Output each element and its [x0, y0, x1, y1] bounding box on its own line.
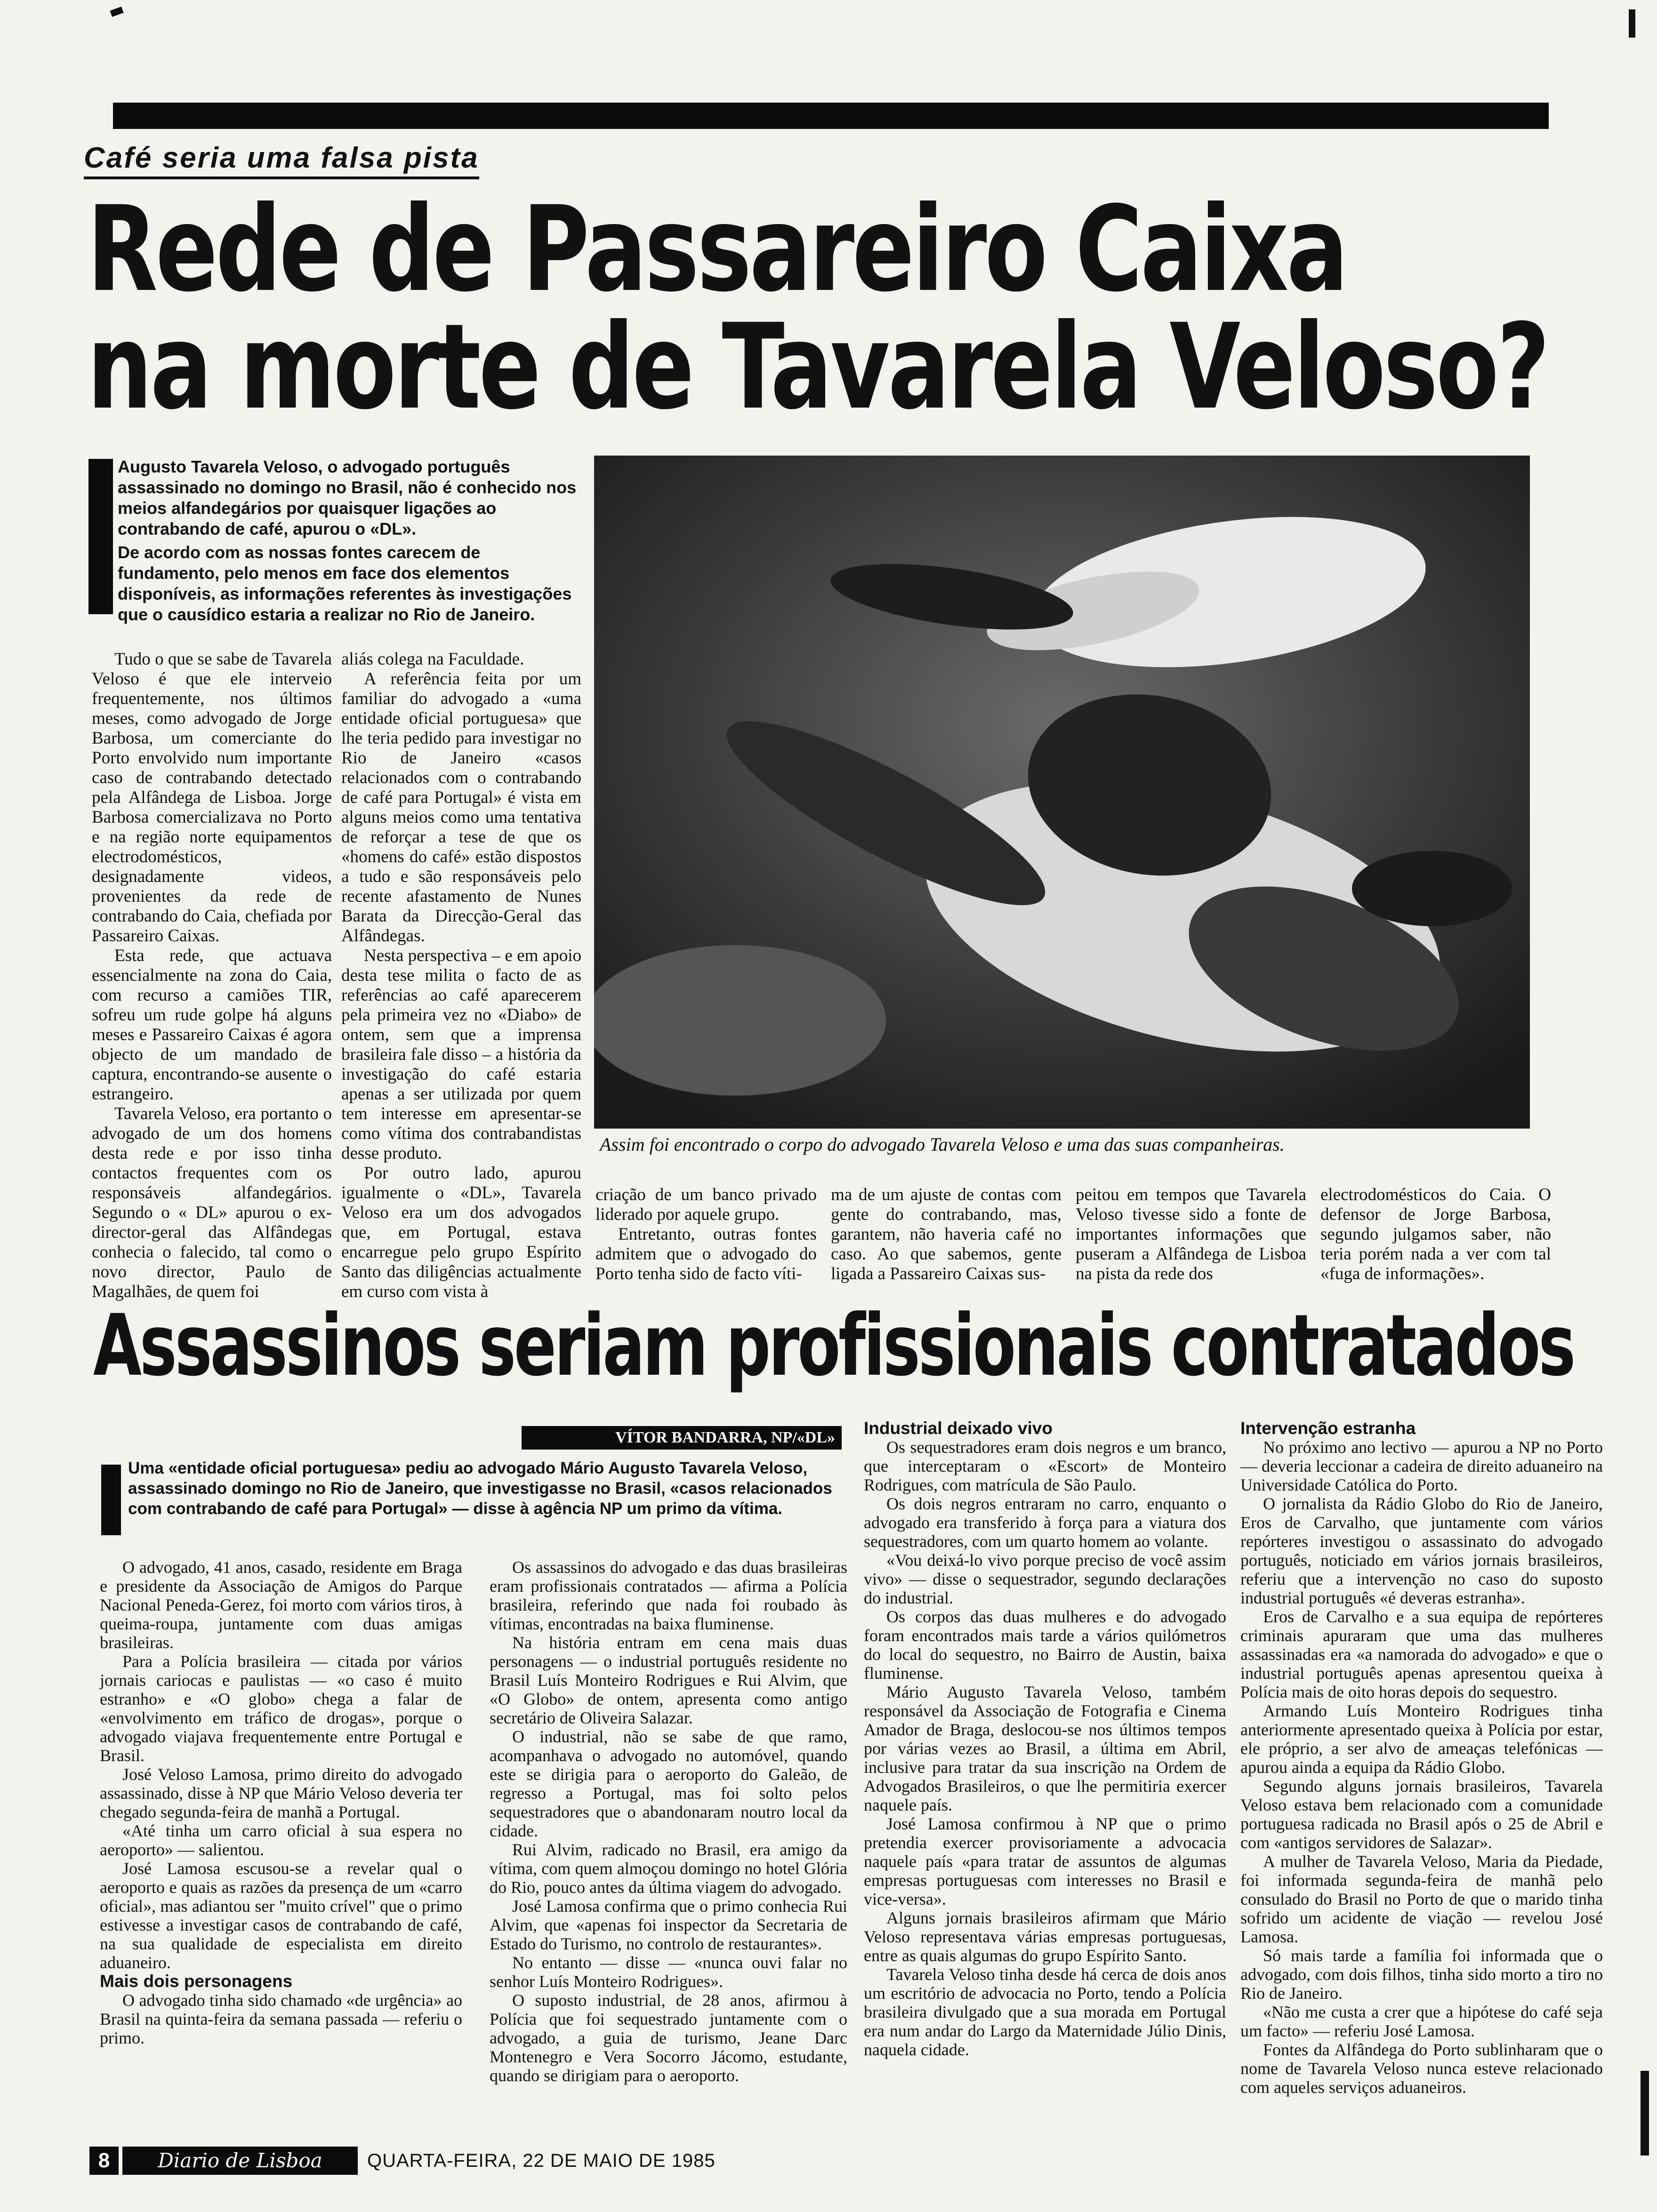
paragraph: Nesta perspectiva – e em apoio desta tese milita o facto de as referências ao café aparecerem pela primeira vez no «Diabo» de ontem, sem que a imprensa brasileira fale disso – a história da investigação do café estaria apenas a ser utilizada por quem tem interesse em apresentar-se como vítima dos contrabandistas desse produto. — [341, 946, 581, 1163]
paragraph: Segundo alguns jornais brasileiros, Tavarela Veloso estava bem relacionado com a comunidade portuguesa radicada no Brasil após o 25 de Abril e com «antigos servidores de Salazar». — [1240, 1777, 1603, 1852]
paragraph: José Lamosa confirmou à NP que o primo pretendia exercer provisoriamente a advocacia naquele país «para tratar de assuntos de algumas empresas portuguesas com interesses no Brasil e vice-versa». — [864, 1814, 1226, 1908]
paragraph: O advogado, 41 anos, casado, residente em Braga e presidente da Associação de Amigos do Parque Nacional Peneda-Gerez, foi morto com vários tiros, à queima-roupa, juntamente com duas amigas brasileiras. — [100, 1558, 462, 1652]
crime-scene-photo — [594, 456, 1530, 1129]
article1-lead — [118, 457, 584, 628]
paragraph: aliás colega na Faculdade. — [341, 649, 524, 669]
paragraph: Os sequestradores eram dois negros e um branco, que interceptaram o «Escort» de Monteiro Rodrigues, com matrícula de São Paulo. — [864, 1438, 1226, 1494]
paragraph: Eros de Carvalho e a sua equipa de repórteres criminais apuraram que uma das mulheres assassinadas era «a namorada do advogado» e que o industrial português apenas apresentou queixa à Polícia mais de oito horas depois do sequestro. — [1240, 1607, 1603, 1701]
page-number: 8 — [89, 2147, 119, 2175]
lead-bar — [88, 459, 113, 614]
paragraph: Para a Polícia brasileira — citada por vários jornais cariocas e paulistas — «o caso é muito estranho» e «O globo» chega a falar de «envolvimento em tráfico de drogas», porque o advogado viajava frequentemente entre Portugal e Brasil. — [100, 1652, 462, 1765]
lead-paragraph: Augusto Tavarela Veloso, o advogado português assassinado no domingo no Brasil, não é conhecido nos meios alfandegários por quaisquer ligações ao contrabando de café, apurou o «DL». — [118, 457, 577, 538]
article1-col2 — [341, 649, 581, 1302]
lead-paragraph: De acordo com as nossas fontes carecem de fundamento, pelo menos em face dos elementos disponíveis, as informações referentes às investigações que o causídico estaria a realizar no Rio de Janeiro. — [118, 543, 572, 624]
paragraph: Os assassinos do advogado e das duas brasileiras eram profissionais contratados — afirma a Polícia brasileira, referindo que nada foi roubado às vítimas, encontradas na baixa fluminense. — [490, 1558, 847, 1633]
article1-col4 — [831, 1185, 1062, 1284]
corner-mark — [1641, 2071, 1649, 2156]
paragraph: Tavarela Veloso tinha desde há cerca de dois anos um escritório de advocacia no Porto, tendo a Polícia brasileira divulgado que a sua morada em Portugal era num andar do Largo da Maternidade Júlio Dinis, naquela cidade. — [864, 1965, 1226, 2059]
subhead: Mais dois personagens — [100, 1972, 293, 1991]
article2-col4 — [1240, 1419, 1603, 2097]
paragraph: A referência feita por um familiar do advogado a «uma entidade oficial portuguesa» que lhe teria pedido para investigar no Rio de Janeiro «casos relacionados com o contrabando de café para Portugal» é vista em alguns meios como uma tentativa de reforçar a tese de que os «homens do café» estão dispostos a tudo e são responsáveis pelo recente afastamento de Nunes Barata da Direcção-Geral das Alfândegas. — [341, 669, 581, 946]
paragraph: Tudo o que se sabe de Tavarela Veloso é que ele interveio frequentemente, nos últimos meses, como advogado de Jorge Barbosa, um comerciante do Porto envolvido num importante caso de contrabando detectado pela Alfândega de Lisboa. Jorge Barbosa comercializava no Porto e na região norte equipamentos electrodomésticos, designadamente videos, provenientes da rede de contrabando do Caia, chefiada por Passareiro Caixas. — [92, 649, 332, 946]
paragraph: «Vou deixá-lo vivo porque preciso de você assim vivo» — disse o sequestrador, segundo declarações do industrial. — [864, 1551, 1226, 1607]
page-footer — [89, 2144, 1643, 2177]
paragraph: Esta rede, que actuava essencialmente na zona do Caia, com recurso a camiões TIR, sofreu um rude golpe há alguns meses e Passareiro Caixas é agora objecto de um mandado de captura, encontrando-se ausente o estrangeiro. — [92, 946, 332, 1104]
paragraph: Fontes da Alfândega do Porto sublinharam que o nome de Tavarela Veloso nunca esteve relacionado com aqueles serviços aduaneiros. — [1240, 2040, 1603, 2097]
article1-col6 — [1320, 1185, 1551, 1284]
article1-col3 — [595, 1185, 817, 1284]
paragraph: O jornalista da Rádio Globo do Rio de Janeiro, Eros de Carvalho, que juntamente com vários repórteres investigou o assassinato do advogado português, noticiado em vários jornais brasileiros, referiu que a intervenção no caso do suposto industrial português «é deveras estranha». — [1240, 1494, 1603, 1607]
paragraph: No entanto — disse — «nunca ouvi falar no senhor Luís Monteiro Rodrigues». — [490, 1953, 847, 1991]
photo-caption: Assim foi encontrado o corpo do advogado Tavarela Veloso e uma das suas companheiras. — [600, 1134, 1285, 1155]
paragraph: Entretanto, outras fontes admitem que o advogado do Porto tenha sido de facto víti- — [595, 1225, 817, 1283]
lead-bar — [101, 1465, 121, 1535]
subhead: Industrial deixado vivo — [864, 1419, 1053, 1438]
paragraph: Na história entram em cena mais duas personagens — o industrial português residente no Brasil Luís Monteiro Rodrigues e Rui Alvim, que «O Globo» de ontem, apresenta como antigo secretário de Oliveira Salazar. — [490, 1633, 847, 1727]
paragraph: electrodomésticos do Caia. O defensor de Jorge Barbosa, segundo julgamos saber, não teria porém nada a ver com tal «fuga de informações». — [1320, 1185, 1551, 1283]
newspaper-name: Diario de Lisboa — [122, 2147, 358, 2175]
headline-line2: na morte de Tavarela Veloso? — [87, 298, 1548, 435]
issue-date: QUARTA-FEIRA, 22 DE MAIO DE 1985 — [367, 2150, 716, 2171]
article2-col3 — [864, 1419, 1226, 2059]
lead-paragraph: Uma «entidade oficial portuguesa» pediu ao advogado Mário Augusto Tavarela Veloso, assassinado domingo no Rio de Janeiro, que investigasse no Brasil, «casos relacionados com contrabando de café para Portugal» — disse à agência NP um primo da vítima. — [128, 1459, 832, 1518]
article1-col5 — [1076, 1185, 1306, 1284]
top-rule — [113, 103, 1549, 129]
paragraph: A mulher de Tavarela Veloso, Maria da Piedade, foi informada segunda-feira de manhã pelo consulado do Brasil no Porto de que o marido tinha sofrido um acidente de viação — revelou José Lamosa. — [1240, 1852, 1603, 1946]
paragraph: Mário Augusto Tavarela Veloso, também responsável da Associação de Fotografia e Cinema Amador de Braga, deslocou-se nos últimos tempos por várias vezes ao Brasil, a última em Abril, inclusive para tratar da sua inscrição na Ordem de Advogados Brasileiros, o que lhe permitiria exercer naquele país. — [864, 1683, 1226, 1814]
subhead: Intervenção estranha — [1240, 1419, 1416, 1438]
article1-col1 — [92, 649, 332, 1302]
headline-line1: Rede de Passareiro Caixa — [87, 181, 1346, 318]
article2-col2 — [490, 1558, 847, 2085]
paragraph: O industrial, não se sabe de que ramo, acompanhava o advogado no automóvel, quando este se dirigia para o aeroporto do Galeão, de regresso a Portugal, mas foi solto pelos sequestradores que o abandonaram noutro local da cidade. — [490, 1727, 847, 1840]
paragraph: «Até tinha um carro oficial à sua espera no aeroporto» — salientou. — [100, 1821, 462, 1859]
kicker: Café seria uma falsa pista — [84, 141, 479, 179]
paragraph: Os corpos das duas mulheres e do advogado foram encontrados mais tarde a vários quilómetros do local do sequestro, no Bairro de Austin, baixa fluminense. — [864, 1607, 1226, 1683]
paragraph: Alguns jornais brasileiros afirmam que Mário Veloso representava várias empresas portuguesas, entre as quais algumas do grupo Espírito Santo. — [864, 1908, 1226, 1965]
paragraph: O suposto industrial, de 28 anos, afirmou à Polícia que foi sequestrado juntamente com o advogado, a guia de turismo, Jeane Darc Montenegro e Vera Socorro Jácomo, estudante, quando se dirigiam para o aeroporto. — [490, 1991, 847, 2085]
paragraph: Armando Luís Monteiro Rodrigues tinha anteriormente apresentado queixa à Polícia por estar, ele próprio, a ser alvo de ameaças telefónicas — apurou ainda a equipa da Rádio Globo. — [1240, 1701, 1603, 1777]
article2-col1 — [100, 1558, 462, 2047]
paragraph: criação de um banco privado liderado por aquele grupo. — [595, 1185, 817, 1224]
paragraph: peitou em tempos que Tavarela Veloso tivesse sido a fonte de importantes informações que puseram a Alfândega de Lisboa na pista da rede dos — [1076, 1185, 1306, 1283]
byline: VÍTOR BANDARRA, NP/«DL» — [522, 1426, 842, 1450]
paragraph: José Lamosa escusou-se a revelar qual o aeroporto e quais as razões da presença de um «carro oficial», mas adiantou ser "muito crível" que o primo estivesse a investigar casos de contrabando de café, na sua qualidade de especialista em direito aduaneiro. — [100, 1859, 462, 1972]
paragraph: ma de um ajuste de contas com gente do contrabando, mas, garantem, não haveria café no caso. Ao que sabemos, gente ligada a Passareiro Caixas sus- — [831, 1185, 1062, 1283]
paragraph: Rui Alvim, radicado no Brasil, era amigo da vítima, com quem almoçou domingo no hotel Glória do Rio, pouco antes da última viagem do advogado. — [490, 1840, 847, 1897]
paragraph: «Não me custa a crer que a hipótese do café seja um facto» — referiu José Lamosa. — [1240, 2003, 1603, 2040]
paragraph: O advogado tinha sido chamado «de urgência» ao Brasil na quinta-feira da semana passada — referiu o primo. — [100, 1991, 462, 2047]
paragraph: José Lamosa confirma que o primo conhecia Rui Alvim, que «apenas foi inspector da Secretaria de Estado do Turismo, no controlo de restaurantes». — [490, 1897, 847, 1953]
corner-mark — [1629, 9, 1635, 38]
paragraph: Tavarela Veloso, era portanto o advogado de um dos homens desta rede e por isso tinha contactos frequentes com os responsáveis alfandegários. Segundo o « DL» apurou o ex-director-geral das Alfândegas conhecia o falecido, tal como o novo director, Paulo de Magalhães, de quem foi — [92, 1104, 332, 1301]
article2-lead — [128, 1458, 844, 1522]
photo-image — [594, 456, 1530, 1129]
paragraph: José Veloso Lamosa, primo direito do advogado assassinado, disse à NP que Mário Veloso deveria ter chegado segunda-feira de manhã a Portugal. — [100, 1765, 462, 1821]
paragraph: Os dois negros entraram no carro, enquanto o advogado era transferido à força para a viatura dos sequestradores, com um quarto homem ao volante. — [864, 1494, 1226, 1551]
paragraph: No próximo ano lectivo — apurou a NP no Porto — deveria leccionar a cadeira de direito aduaneiro na Universidade Católica do Porto. — [1240, 1438, 1603, 1494]
article2-headline: Assassinos seriam profissionais contratados — [93, 1297, 1574, 1395]
paragraph: Só mais tarde a família foi informada que o advogado, com dois filhos, tinha sido morto a tiro no Rio de Janeiro. — [1240, 1946, 1603, 2003]
paragraph: Por outro lado, apurou igualmente o «DL», Tavarela Veloso era um dos advogados que, em Portugal, estava encarregue pelo grupo Espírito Santo das diligências actualmente em curso com vista à — [341, 1163, 581, 1301]
corner-mark — [110, 7, 123, 17]
